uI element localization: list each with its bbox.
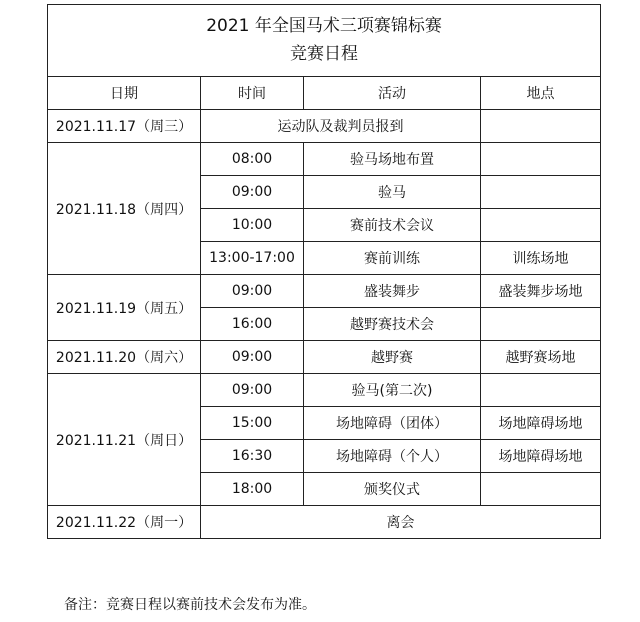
time-cell: 09:00 [201,275,304,308]
date-cell: 2021.11.20（周六） [48,341,201,374]
date-cell: 2021.11.22（周一） [48,506,201,539]
activity-cell: 盛装舞步 [304,275,481,308]
venue-cell: 场地障碍场地 [481,407,601,440]
header-venue: 地点 [481,77,601,110]
activity-cell: 运动队及裁判员报到 [201,110,481,143]
time-cell: 09:00 [201,176,304,209]
venue-cell [481,110,601,143]
schedule-table [47,4,601,539]
table-row [48,341,601,374]
date-cell: 2021.11.17（周三） [48,110,201,143]
venue-cell [481,143,601,176]
activity-cell: 赛前技术会议 [304,209,481,242]
time-cell: 10:00 [201,209,304,242]
activity-cell: 场地障碍（团体） [304,407,481,440]
table-row [48,143,601,176]
activity-cell: 赛前训练 [304,242,481,275]
activity-cell: 离会 [201,506,601,539]
activity-cell: 越野赛 [304,341,481,374]
header-row [48,77,601,110]
venue-cell [481,176,601,209]
title-row [48,5,601,77]
activity-cell: 越野赛技术会 [304,308,481,341]
time-cell: 16:00 [201,308,304,341]
time-cell: 08:00 [201,143,304,176]
activity-cell: 场地障碍（个人） [304,440,481,473]
date-cell: 2021.11.18（周四） [48,143,201,275]
activity-cell: 验马场地布置 [304,143,481,176]
venue-cell: 越野赛场地 [481,341,601,374]
date-cell: 2021.11.19（周五） [48,275,201,341]
page-title: 2021 年全国马术三项赛锦标赛 [206,15,442,36]
venue-cell [481,308,601,341]
header-date: 日期 [48,77,201,110]
time-cell: 16:30 [201,440,304,473]
table-row [48,110,601,143]
time-cell: 09:00 [201,341,304,374]
time-cell: 15:00 [201,407,304,440]
venue-cell: 盛装舞步场地 [481,275,601,308]
venue-cell: 场地障碍场地 [481,440,601,473]
header-activity: 活动 [304,77,481,110]
page-subtitle: 竞赛日程 [290,43,359,64]
footnote: 备注：竞赛日程以赛前技术会发布为准。 [64,597,316,613]
activity-cell: 颁奖仪式 [304,473,481,506]
time-cell: 09:00 [201,374,304,407]
venue-cell: 训练场地 [481,242,601,275]
activity-cell: 验马(第二次) [304,374,481,407]
time-cell: 18:00 [201,473,304,506]
venue-cell [481,374,601,407]
table-row [48,275,601,308]
title-cell [48,5,601,77]
time-cell: 13:00-17:00 [201,242,304,275]
table-row [48,374,601,407]
venue-cell [481,209,601,242]
activity-cell: 验马 [304,176,481,209]
header-time: 时间 [201,77,304,110]
venue-cell [481,473,601,506]
date-cell: 2021.11.21（周日） [48,374,201,506]
table-row [48,506,601,539]
